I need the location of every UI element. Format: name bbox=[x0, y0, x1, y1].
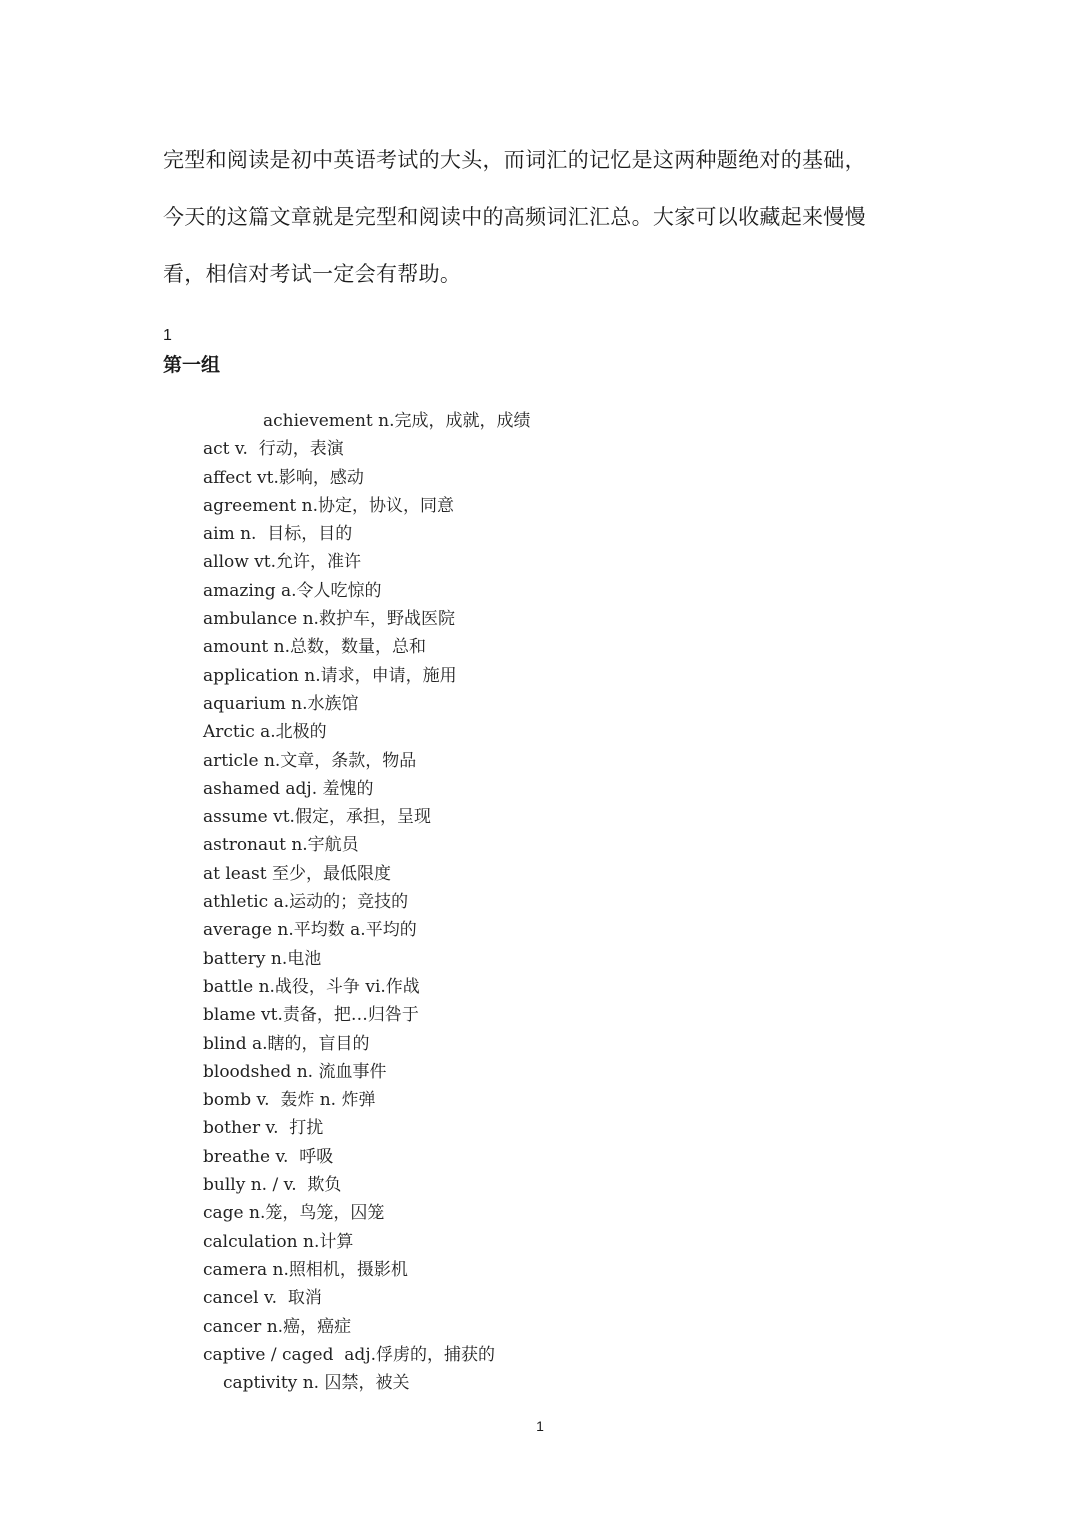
vocab-entry: aquarium n.水族馆 bbox=[203, 693, 359, 714]
vocab-entry: aim n. 目标，目的 bbox=[203, 524, 353, 545]
section-number: 1 bbox=[163, 327, 172, 344]
vocab-entry: battle n.战役，斗争 vi.作战 bbox=[203, 976, 420, 997]
vocab-entry: amount n.总数，数量，总和 bbox=[203, 637, 426, 658]
vocab-entry: cancer n.癌，癌症 bbox=[203, 1316, 352, 1337]
vocab-entry: astronaut n.宇航员 bbox=[203, 835, 359, 856]
vocab-entry: ambulance n.救护车，野战医院 bbox=[203, 609, 455, 630]
vocab-entry: Arctic a.北极的 bbox=[203, 722, 327, 743]
vocab-entry: camera n.照相机，摄影机 bbox=[203, 1259, 408, 1280]
intro-paragraph bbox=[163, 140, 943, 311]
vocab-entry: bother v. 打扰 bbox=[203, 1118, 324, 1139]
vocab-entry: allow vt.允许，准许 bbox=[203, 552, 362, 573]
vocab-entry: average n.平均数 a.平均的 bbox=[203, 920, 417, 941]
vocab-entry: bloodshed n. 流血事件 bbox=[203, 1061, 387, 1082]
vocab-entry: captivity n. 囚禁，被关 bbox=[223, 1373, 410, 1394]
vocab-entry: captive / caged adj.俘虏的，捕获的 bbox=[203, 1344, 495, 1365]
vocab-entry: ashamed adj. 羞愧的 bbox=[203, 778, 374, 799]
vocab-entry: blind a.瞎的，盲目的 bbox=[203, 1033, 370, 1054]
vocab-entry: assume vt.假定，承担，呈现 bbox=[203, 807, 431, 828]
vocab-entry: calculation n.计算 bbox=[203, 1231, 354, 1252]
vocab-entry: bully n. / v. 欺负 bbox=[203, 1175, 342, 1196]
vocab-entry: achievement n.完成，成就，成绩 bbox=[263, 411, 531, 431]
vocab-entry: agreement n.协定，协议，同意 bbox=[203, 495, 454, 516]
vocab-entry: act v. 行动，表演 bbox=[203, 439, 344, 460]
vocab-entry: breathe v. 呼吸 bbox=[203, 1146, 334, 1167]
intro-line: 今天的这篇文章就是完型和阅读中的高频词汇汇总。大家可以收藏起来慢慢 bbox=[163, 205, 866, 229]
vocab-entry: article n.文章，条款，物品 bbox=[203, 750, 417, 771]
page-number: 1 bbox=[536, 1418, 544, 1434]
vocabulary-list bbox=[203, 407, 530, 1397]
section-title: 第一组 bbox=[163, 354, 221, 376]
vocab-entry: bomb v. 轰炸 n. 炸弹 bbox=[203, 1090, 376, 1111]
vocab-entry: affect vt.影响，感动 bbox=[203, 467, 364, 488]
vocab-entry: at least 至少，最低限度 bbox=[203, 863, 391, 884]
vocab-entry: battery n.电池 bbox=[203, 948, 322, 969]
vocab-entry: cancel v. 取消 bbox=[203, 1288, 322, 1309]
vocab-entry: application n.请求，申请，施用 bbox=[203, 665, 457, 686]
vocab-entry: amazing a.令人吃惊的 bbox=[203, 580, 382, 601]
intro-line: 完型和阅读是初中英语考试的大头，而词汇的记忆是这两种题绝对的基础， bbox=[163, 148, 866, 172]
vocab-entry: blame vt.责备，把…归咎于 bbox=[203, 1005, 419, 1026]
vocab-entry: cage n.笼，鸟笼，囚笼 bbox=[203, 1203, 385, 1224]
intro-line: 看，相信对考试一定会有帮助。 bbox=[163, 262, 462, 286]
vocab-entry: athletic a.运动的；竞技的 bbox=[203, 892, 409, 913]
